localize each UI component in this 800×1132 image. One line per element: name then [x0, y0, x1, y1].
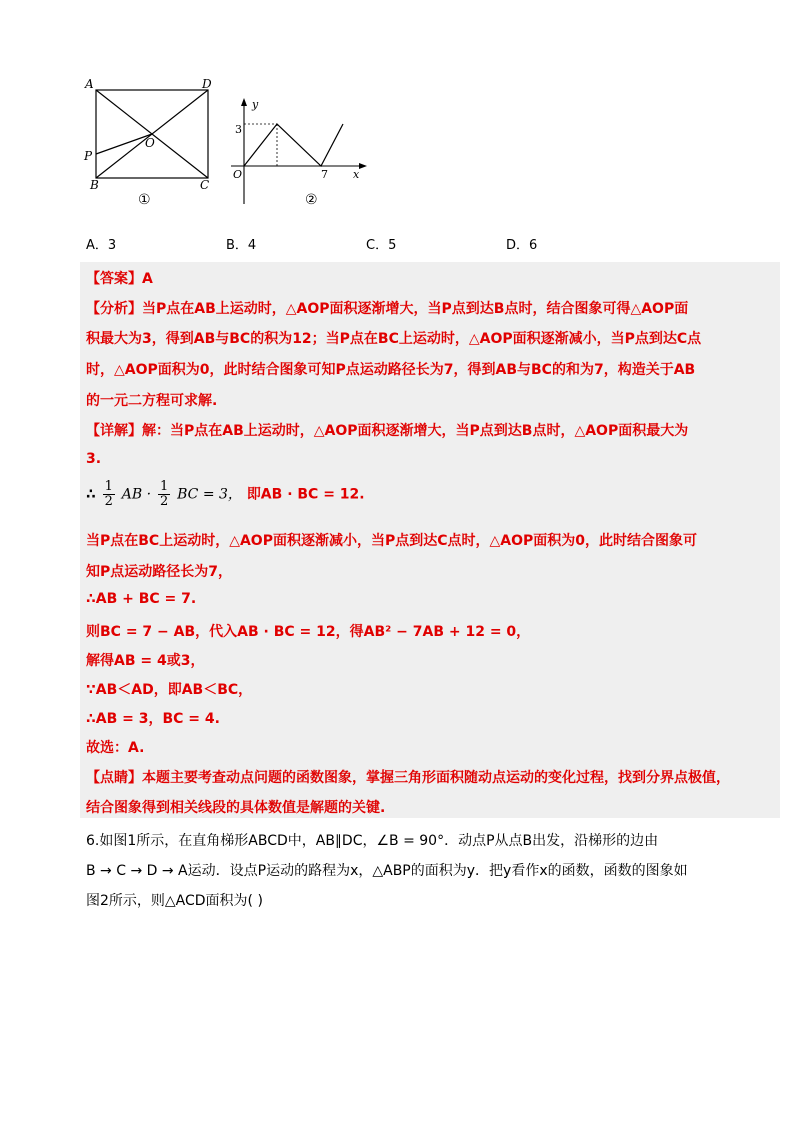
label-d: D	[202, 77, 212, 91]
figure1-caption: ①	[138, 192, 151, 208]
equation-line-1	[86, 480, 365, 509]
figure-graph	[225, 94, 375, 210]
detail-line-8: ∵AB＜AD，即AB＜BC，	[86, 682, 253, 698]
fraction-half-2: $\frac{1}{2}$	[159, 479, 169, 509]
segment-po	[96, 134, 152, 154]
answer-options	[86, 234, 746, 254]
analysis-line-1: 【分析】当P点在AB上运动时，△AOP面积逐渐增大，当P点到达B点时，结合图象可得△AOP面	[86, 301, 689, 317]
term-bc: BC = 3，	[177, 486, 242, 503]
detail-line-4: 知P点运动路径长为7，	[86, 564, 233, 580]
therefore-symbol: ∴	[86, 486, 96, 503]
y-axis-label: y	[252, 98, 259, 111]
analysis-line-2: 积最大为3，得到AB与BC的积为12；当P点在BC上运动时，△AOP面积逐渐减小，当P点到达C点	[86, 331, 702, 347]
detail-line-3: 当P点在BC上运动时，△AOP面积逐渐减小，当P点到达C点时，△AOP面积为0，此时结合图象可	[86, 533, 698, 549]
answer-line: 【答案】A	[86, 271, 153, 287]
detail-line-5: ∴AB + BC = 7.	[86, 591, 197, 607]
option-d[interactable]: D．6	[506, 238, 538, 253]
question6-line-2: B → C → D → A运动．设点P运动的路程为x，△ABP的面积为y．把y看作x的函数，函数的图象如	[86, 863, 688, 879]
detail-line-1: 【详解】解：当P点在AB上运动时，△AOP面积逐渐增大，当P点到达B点时，△AOP面积最大为	[86, 423, 689, 439]
question6-line-1: 6.如图1所示，在直角梯形ABCD中，AB∥DC，∠B = 90°．动点P从点B出发，沿梯形的边由	[86, 833, 659, 849]
y-tick-label: 3	[235, 123, 242, 136]
label-c: C	[200, 178, 210, 192]
option-b[interactable]: B．4	[226, 238, 257, 253]
x-axis-arrow	[359, 163, 367, 169]
analysis-line-4: 的一元二方程可求解.	[86, 393, 218, 409]
detail-line-7: 解得AB = 4或3，	[86, 653, 205, 669]
question6-line-3: 图2所示，则△ACD面积为( )	[86, 893, 263, 909]
equation-1-tail: 即AB · BC = 12.	[246, 486, 365, 503]
label-p: P	[84, 149, 93, 163]
detail-line-10: 故选：A.	[86, 740, 145, 756]
y-axis-arrow	[241, 98, 247, 106]
function-line	[244, 124, 343, 166]
label-b: B	[90, 178, 99, 192]
detail-line-9: ∴AB = 3，BC = 4.	[86, 711, 220, 727]
x-tick-label: 7	[321, 168, 328, 181]
label-a: A	[85, 77, 94, 91]
figure2-caption: ②	[305, 192, 318, 208]
comment-line-2: 结合图象得到相关线段的具体数值是解题的关键.	[86, 800, 386, 816]
detail-line-2: 3.	[86, 451, 102, 467]
origin-label: O	[233, 168, 243, 181]
comment-line-1: 【点睛】本题主要考查动点问题的函数图象，掌握三角形面积随动点运动的变化过程，找到分界点极值，	[86, 770, 730, 786]
figure-rectangle	[82, 74, 222, 214]
term-ab: AB ·	[121, 486, 152, 503]
fraction-half-1: $\frac{1}{2}$	[104, 479, 113, 509]
detail-line-6: 则BC = 7 − AB，代入AB · BC = 12，得AB² − 7AB + 12 = 0，	[86, 624, 531, 640]
analysis-line-3: 时，△AOP面积为0，此时结合图象可知P点运动路径长为7，得到AB与BC的和为7，构造关于AB	[86, 362, 696, 378]
option-a[interactable]: A．3	[86, 238, 117, 253]
x-axis-label: x	[353, 168, 360, 181]
label-o: O	[145, 136, 155, 150]
option-c[interactable]: C．5	[366, 238, 397, 253]
